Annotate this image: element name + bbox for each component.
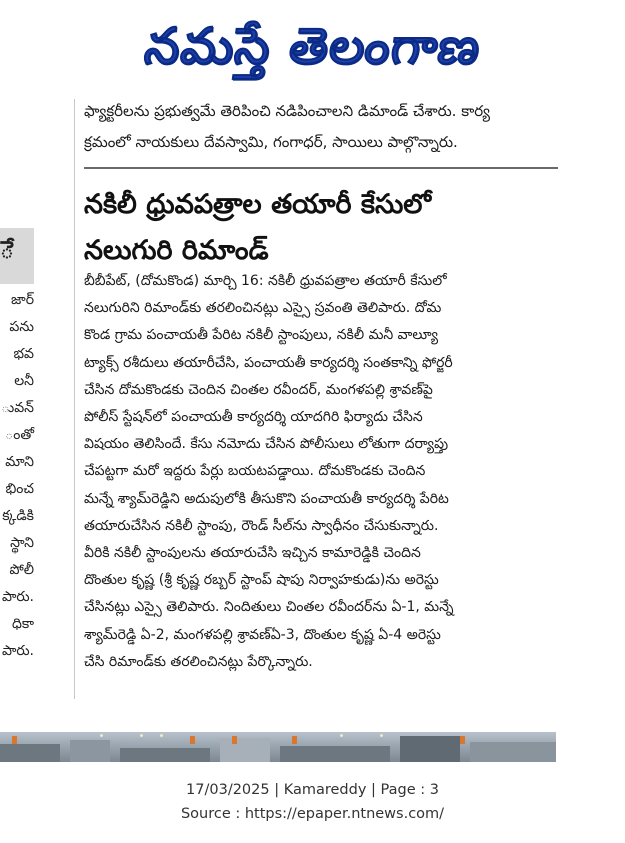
article-body [84,268,558,676]
photo-building [0,744,60,762]
left-column-text: లనీ [14,373,34,389]
body-line: దొంతుల కృష్ణ (శ్రీ కృష్ణ రబ్బర్ స్టాంప్ షాపు నిర్వాహకుడు)ను అరెస్టు [84,572,439,589]
photo-flag [190,736,195,744]
body-line: పోలీస్ స్టేషన్‌లో పంచాయతీ కార్యదర్శి యాదగిరి ఫిర్యాదు చేసిన [84,409,423,426]
photo-light [140,734,143,737]
photo-building [220,738,270,762]
left-column-text: క్కడికి [2,508,34,524]
photo-flag [292,736,297,744]
photo-building [70,740,110,762]
photo-flag [12,736,17,744]
page-footer [0,778,625,826]
photo-light [380,734,383,737]
photo-building [120,748,210,762]
body-line: మన్నే శ్యామ్‌రెడ్డిని అదుపులోకి తీసుకొని పంచాయతీ కార్యదర్శి పేరిట [84,490,449,507]
photo-building [400,736,460,762]
left-column-text: జార్ [11,292,34,308]
photo-light [100,734,103,737]
article-headline [84,182,558,274]
body-line: వీరికి నకిలీ స్టాంపులను తయారుచేసి ఇచ్చిన కామారెడ్డికి చెందిన [84,545,421,562]
left-column-text: పారు. [1,643,34,659]
left-column-text: ంతో [5,427,34,443]
photo-light [340,734,343,737]
body-line: కొండ గ్రామ పంచాయతీ పేరిట నకిలీ స్టాంపులు, నకిలీ మనీ వాల్యూ [84,327,439,344]
body-line: చేసినట్లు ఎస్సై తెలిపారు. నిందితులు చింతల రవీందర్‌ను ఏ-1, మన్నే [84,599,454,616]
body-line: తయారుచేసిన నకిలీ స్టాంపు, రౌండ్ సీల్‌ను స్వాధీనం చేసుకున్నారు. [84,517,439,534]
body-line: చేసి రిమాండ్‌కు తరలించినట్లు పేర్కొన్నారు. [84,653,313,670]
newspaper-logo: నమస్తే తెలంగాణ [140,17,485,75]
left-column-text: స్థాని [10,535,34,551]
headline-line: నలుగురి రిమాండ్ [84,235,269,266]
cropped-photo [0,732,556,762]
photo-building [470,742,556,762]
source-info: Source : https://epaper.ntnews.com/ [180,806,445,822]
left-column-text: పారు. [1,589,34,605]
headline-line: నకిలీ ధ్రువపత్రాల తయారీ కేసులో [84,189,432,220]
body-line: శ్యామ్‌రెడ్డి ఏ-2, మంగళపల్లి శ్రావణ్‌ఏ-3, దొంతుల కృష్ణ ఏ-4 అరెస్టు [84,626,441,643]
photo-flag [232,736,237,744]
left-column-text: భించ [5,481,34,497]
edition-info: 17/03/2025 | Kamareddy | Page : 3 [186,782,439,798]
body-line: నలుగురిని రిమాండ్‌కు తరలించినట్లు ఎస్సై స్రవంతి తెలిపారు. దోమ [84,300,442,317]
left-column-heading-char: ే [0,236,14,264]
left-column-fragment [0,92,38,732]
body-line: చేపట్టగా మరో ఇద్దరు పేర్లు బయటపడ్డాయి. దోమకొండకు చెందిన [84,463,426,480]
column-divider [74,99,75,699]
previous-article-fragment [84,96,558,158]
body-line: విషయం తెలిసిందే. కేసు నమోదు చేసిన పోలీసులు లోతుగా దర్యాప్తు [84,436,449,453]
body-line: చేసిన దోమకొండకు చెందిన చింతల రవీందర్, మంగళపల్లి శ్రావణ్‌పై [84,381,433,398]
body-line: ట్యాక్స్ రశీదులు తయారీచేసి, పంచాయతీ కార్యదర్శి సంతకాన్ని ఫోర్జరీ [84,354,453,371]
left-column-text: మాని [5,454,34,470]
left-column-text: ధికా [11,616,34,632]
left-column-text: ువన్ [1,400,34,416]
left-column-text: భవ [13,346,34,362]
previous-article-line: ఫ్యాక్టరీలను ప్రభుత్వమే తెరిపించి నడిపించాలని డిమాండ్ చేశారు. కార్య [84,102,490,120]
left-column-heading-box [0,228,34,284]
previous-article-line: క్రమంలో నాయకులు దేవస్వామి, గంగాధర్, సాయిలు పాల్గొన్నారు. [84,133,458,151]
body-line: బీబీపేట్, (దోమకొండ) మార్చి 16: నకిలీ ధ్రువపత్రాల తయారీ కేసులో [84,273,447,289]
article-separator [84,167,558,169]
left-column-text: పను [9,319,34,335]
photo-flag [460,736,465,744]
masthead [0,0,625,92]
left-column-text: పోలీ [9,562,34,578]
photo-light [160,734,163,737]
photo-building [280,746,390,762]
